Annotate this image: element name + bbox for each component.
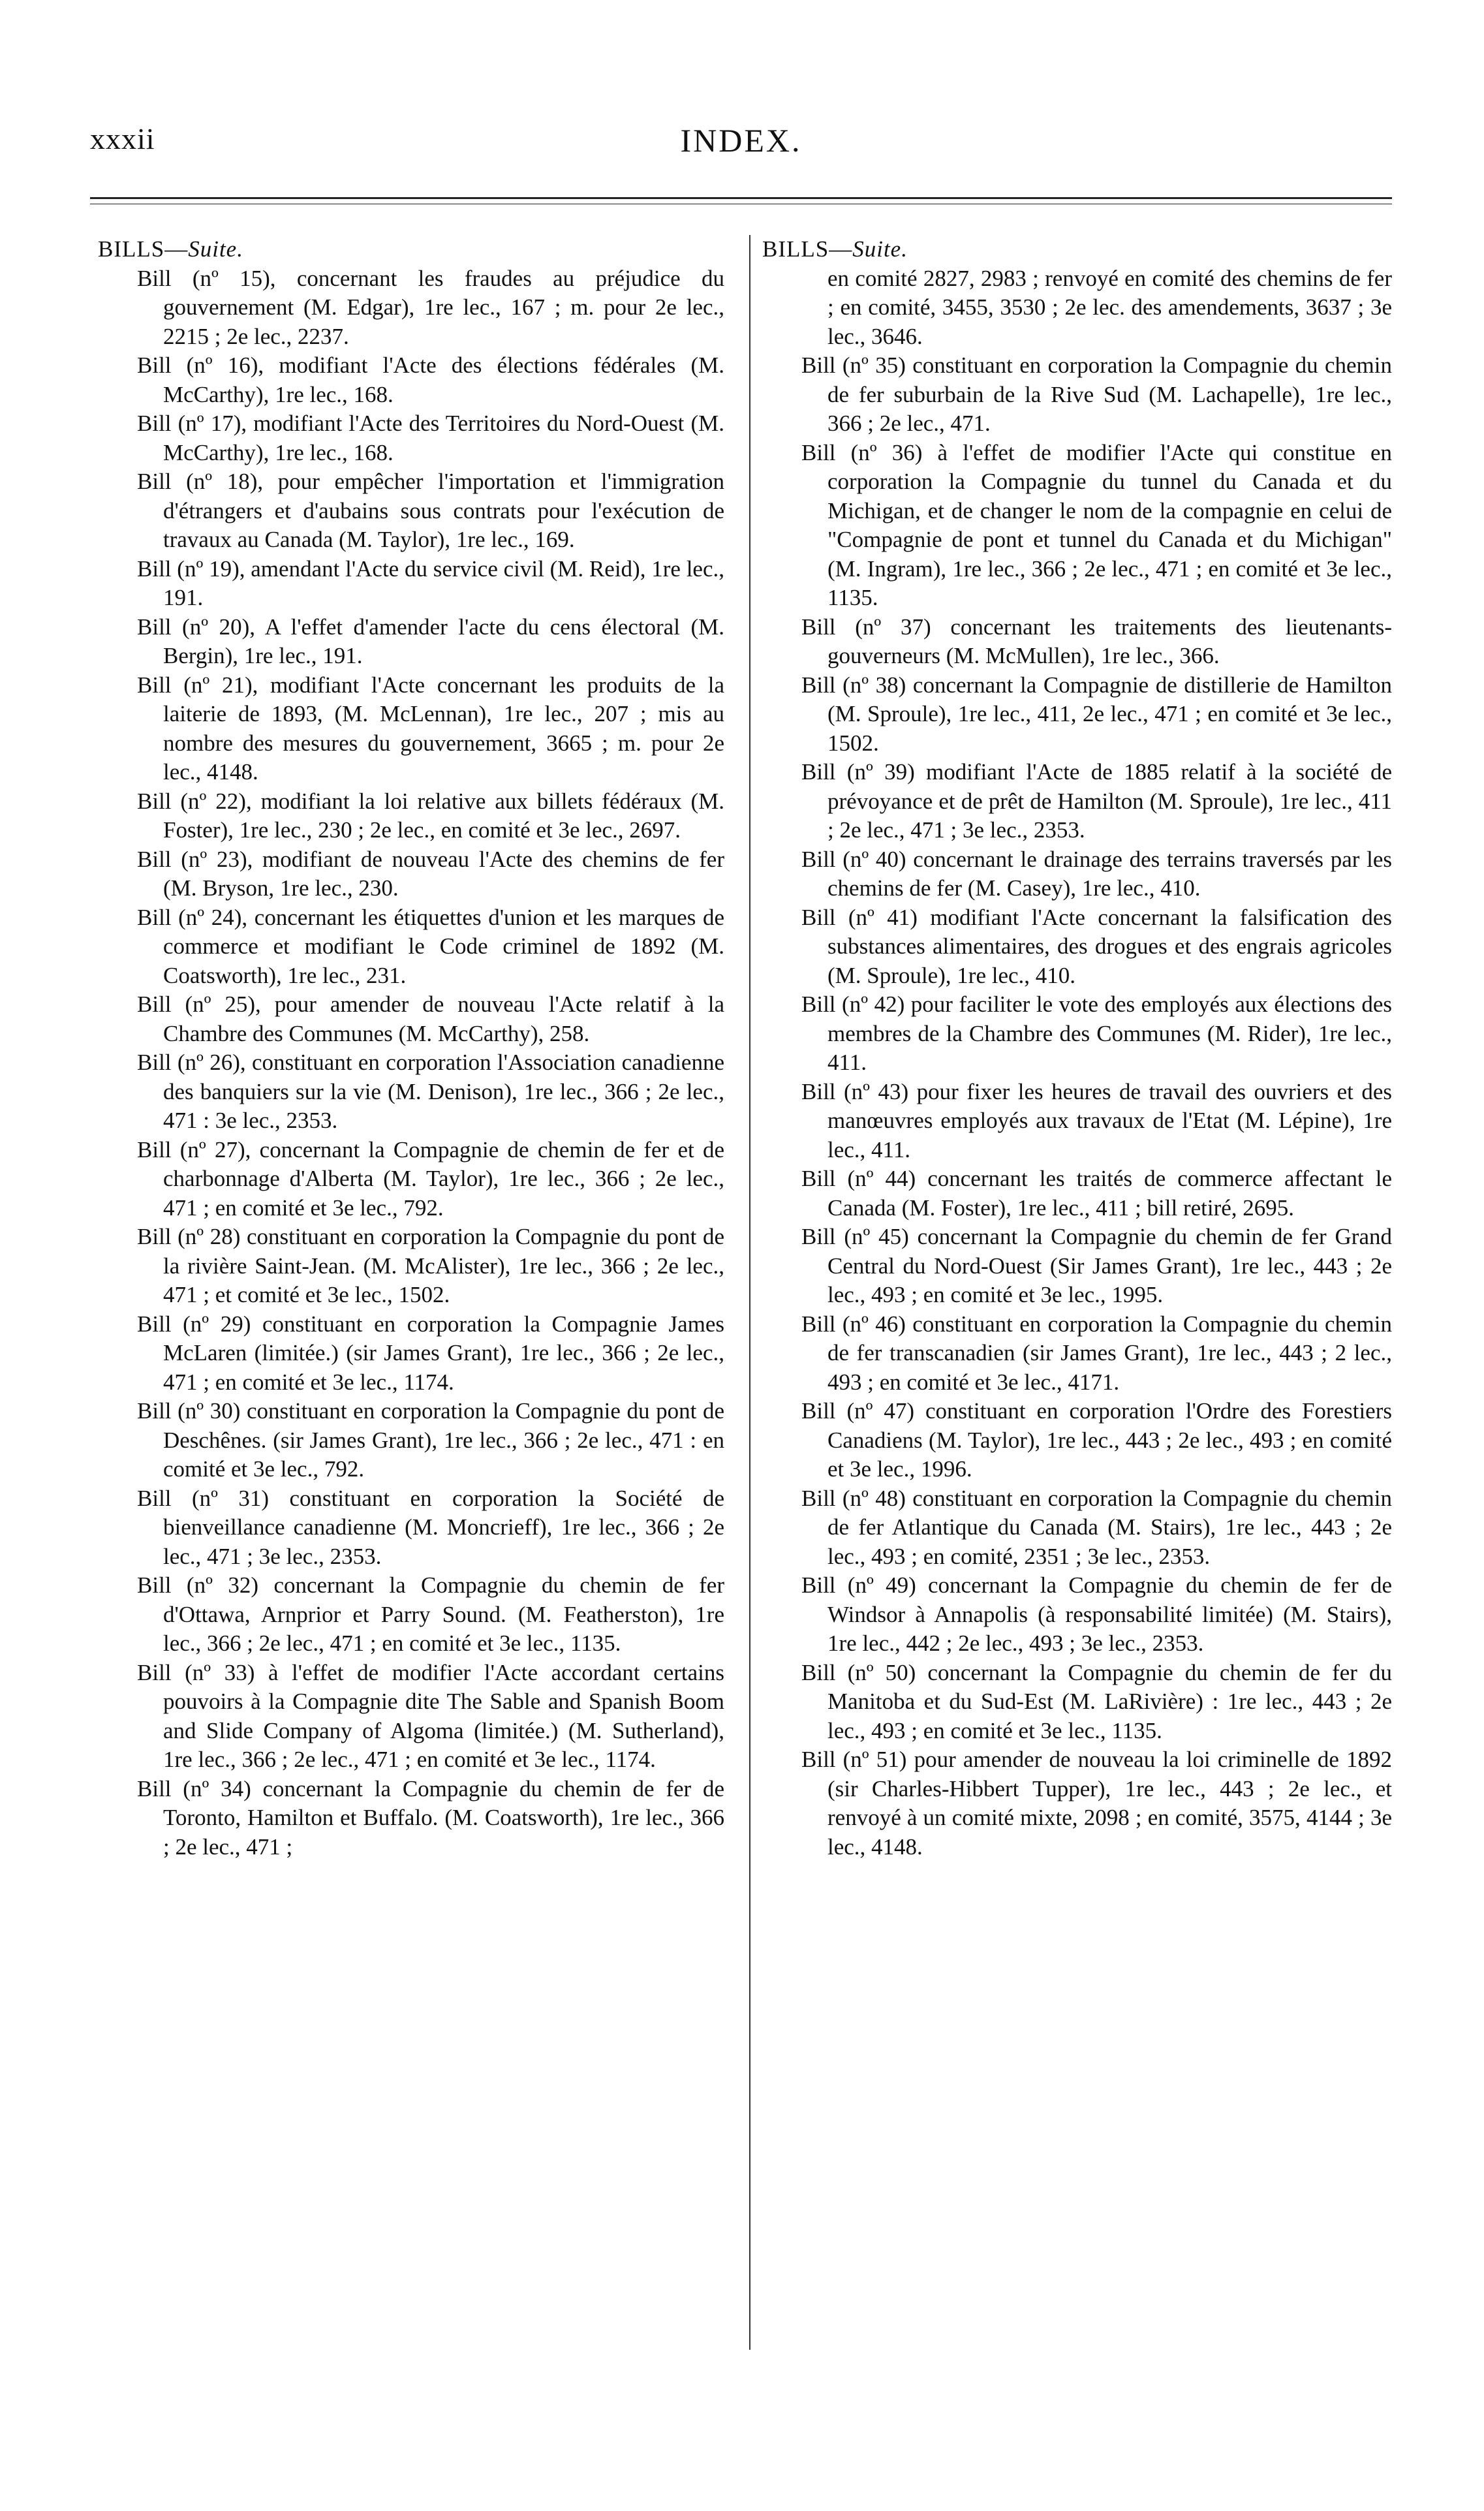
header-rule xyxy=(90,197,1392,199)
index-entry: Bill (nº 34) concernant la Compagnie du chemin de fer de Toronto, Hamilton et Buffalo. (M. Coatsworth), 1re lec., 366 ; 2e lec., 471 ; xyxy=(137,1775,724,1860)
index-entry: Bill (nº 21), modifiant l'Acte concernant les produits de la laiterie de 1893, (M. McLennan), 1re lec., 207 ; mis au nombre des mesures du gouvernement, 3665 ; m. pour 2e lec., 4148. xyxy=(137,672,724,785)
index-columns xyxy=(90,235,1392,2428)
index-entry: Bill (nº 40) concernant le drainage des terrains traversés par les chemins de fer (M. Casey), 1re lec., 410. xyxy=(801,846,1392,901)
index-entry: Bill (nº 16), modifiant l'Acte des élections fédérales (M. McCarthy), 1re lec., 168. xyxy=(137,352,724,407)
page-number: xxxii xyxy=(90,122,155,155)
section-heading xyxy=(762,235,1392,264)
index-entry: Bill (nº 31) constituant en corporation la Société de bienveillance canadienne (M. Moncrieff), 1re lec., 366 ; 2e lec., 471 ; 3e lec., 2353. xyxy=(137,1485,724,1569)
index-entry: Bill (nº 19), amendant l'Acte du service civil (M. Reid), 1re lec., 191. xyxy=(137,555,724,610)
index-entry: Bill (nº 45) concernant la Compagnie du chemin de fer Grand Central du Nord-Ouest (Sir James Grant), 1re lec., 443 ; 2e lec., 493 ; en comité et 3e lec., 1995. xyxy=(801,1224,1392,1307)
index-entry: Bill (nº 49) concernant la Compagnie du chemin de fer de Windsor à Annapolis (à responsabilité limitée) (M. Stairs), 1re lec., 442 ; 2e lec., 493 ; 3e lec., 2353. xyxy=(801,1572,1392,1656)
index-entry: Bill (nº 39) modifiant l'Acte de 1885 relatif à la société de prévoyance et de prêt de Hamilton (M. Sproule), 1re lec., 411 ; 2e lec., 471 ; 3e lec., 2353. xyxy=(801,759,1392,843)
section-heading xyxy=(98,235,724,264)
index-entry: Bill (nº 33) à l'effet de modifier l'Acte accordant certains pouvoirs à la Compagnie dite The Sable and Spanish Boom and Slide Company of Algoma (limitée.) (M. Sutherland), 1re lec., 366 ; 2e lec., 471 ; en comité et 3e lec., 1174. xyxy=(137,1659,724,1772)
left-column xyxy=(98,235,724,1862)
index-entry: Bill (nº 50) concernant la Compagnie du chemin de fer du Manitoba et du Sud-Est (M. LaRivière) : 1re lec., 443 ; 2e lec., 493 ; en comité et 3e lec., 1135. xyxy=(801,1659,1392,1743)
index-entry: Bill (nº 35) constituant en corporation la Compagnie du chemin de fer suburbain de la Rive Sud (M. Lachapelle), 1re lec., 366 ; 2e lec., 471. xyxy=(801,352,1392,436)
index-entry: Bill (nº 38) concernant la Compagnie de distillerie de Hamilton (M. Sproule), 1re lec., 411, 2e lec., 471 ; en comité et 3e lec., 1502. xyxy=(801,672,1392,756)
index-entry: Bill (nº 37) concernant les traitements des lieutenants-gouverneurs (M. McMullen), 1re lec., 366. xyxy=(801,614,1392,668)
index-entry: Bill (nº 24), concernant les étiquettes d'union et les marques de commerce et modifiant le Code criminel de 1892 (M. Coatsworth), 1re lec., 231. xyxy=(137,904,724,988)
column-divider xyxy=(749,235,750,2350)
section-heading-suite: Suite. xyxy=(852,236,908,262)
section-heading-label: BILLS— xyxy=(762,236,853,262)
index-entry: Bill (nº 41) modifiant l'Acte concernant la falsification des substances alimentaires, des drogues et des engrais agricoles (M. Sproule), 1re lec., 410. xyxy=(801,904,1392,988)
index-entry: Bill (nº 43) pour fixer les heures de travail des ouvriers et des manœuvres employés aux travaux de l'Etat (M. Lépine), 1re lec., 411. xyxy=(801,1078,1392,1162)
page-title: INDEX. xyxy=(680,122,802,159)
right-column xyxy=(762,235,1392,1862)
index-entry: Bill (nº 44) concernant les traités de commerce affectant le Canada (M. Foster), 1re lec., 411 ; bill retiré, 2695. xyxy=(801,1166,1392,1221)
index-entry: Bill (nº 22), modifiant la loi relative aux billets fédéraux (M. Foster), 1re lec., 230 ; 2e lec., en comité et 3e lec., 2697. xyxy=(137,788,724,843)
index-entry: Bill (nº 23), modifiant de nouveau l'Acte des chemins de fer (M. Bryson, 1re lec., 230. xyxy=(137,846,724,901)
index-entry: Bill (nº 51) pour amender de nouveau la loi criminelle de 1892 (sir Charles-Hibbert Tupper), 1re lec., 443 ; 2e lec., et renvoyé à un comité mixte, 2098 ; en comité, 3575, 4144 ; 3e lec., 4148. xyxy=(801,1747,1392,1860)
index-entry: Bill (nº 18), pour empêcher l'importation et l'immigration d'étrangers et d'aubains sous contrats pour l'exécution de travaux au Canada (M. Taylor), 1re lec., 169. xyxy=(137,469,724,552)
index-entry: Bill (nº 48) constituant en corporation la Compagnie du chemin de fer Atlantique du Canada (M. Stairs), 1re lec., 443 ; 2e lec., 493 ; en comité, 2351 ; 3e lec., 2353. xyxy=(801,1485,1392,1569)
index-entry: Bill (nº 46) constituant en corporation la Compagnie du chemin de fer transcanadien (sir James Grant), 1re lec., 443 ; 2 lec., 493 ; en comité et 3e lec., 4171. xyxy=(801,1311,1392,1395)
index-entry: Bill (nº 47) constituant en corporation l'Ordre des Forestiers Canadiens (M. Taylor), 1re lec., 443 ; 2e lec., 493 ; en comité et 3e lec., 1996. xyxy=(801,1398,1392,1482)
index-entry: Bill (nº 30) constituant en corporation la Compagnie du pont de Deschênes. (sir James Grant), 1re lec., 366 ; 2e lec., 471 : en comité et 3e lec., 792. xyxy=(137,1398,724,1482)
page-header xyxy=(90,121,1392,167)
index-entry: Bill (nº 15), concernant les fraudes au préjudice du gouvernement (M. Edgar), 1re lec., 167 ; m. pour 2e lec., 2215 ; 2e lec., 2237. xyxy=(137,265,724,349)
index-entry: Bill (nº 29) constituant en corporation la Compagnie James McLaren (limitée.) (sir James Grant), 1re lec., 366 ; 2e lec., 471 ; en comité et 3e lec., 1174. xyxy=(137,1311,724,1395)
index-entry: Bill (nº 17), modifiant l'Acte des Territoires du Nord-Ouest (M. McCarthy), 1re lec., 168. xyxy=(137,411,724,465)
index-entry: Bill (nº 26), constituant en corporation l'Association canadienne des banquiers sur la vie (M. Denison), 1re lec., 366 ; 2e lec., 471 : 3e lec., 2353. xyxy=(137,1050,724,1133)
index-entry: Bill (nº 27), concernant la Compagnie de chemin de fer et de charbonnage d'Alberta (M. Taylor), 1re lec., 366 ; 2e lec., 471 ; en comité et 3e lec., 792. xyxy=(137,1136,724,1221)
section-heading-label: BILLS— xyxy=(98,236,189,262)
index-entry: Bill (nº 25), pour amender de nouveau l'Acte relatif à la Chambre des Communes (M. McCarthy), 258. xyxy=(137,991,724,1046)
index-entry: Bill (nº 36) à l'effet de modifier l'Acte qui constitue en corporation la Compagnie du tunnel du Canada et du Michigan, et de changer le nom de la compagnie en celui de "Compagnie de pont et tunnel du Canada et du Michigan" (M. Ingram), 1re lec., 366 ; 2e lec., 471 ; en comité et 3e lec., 1135. xyxy=(801,439,1392,610)
index-entry: Bill (nº 20), A l'effet d'amender l'acte du cens électoral (M. Bergin), 1re lec., 191. xyxy=(137,614,724,668)
index-entry: Bill (nº 32) concernant la Compagnie du chemin de fer d'Ottawa, Arnprior et Parry Sound. (M. Featherston), 1re lec., 366 ; 2e lec., 471 ; en comité et 3e lec., 1135. xyxy=(137,1572,724,1656)
index-entry-continuation: en comité 2827, 2983 ; renvoyé en comité des chemins de fer ; en comité, 3455, 3530 ; 2e lec. des amendements, 3637 ; 3e lec., 3646. xyxy=(827,265,1392,349)
index-entry: Bill (nº 28) constituant en corporation la Compagnie du pont de la rivière Saint-Jean. (M. McAlister), 1re lec., 366 ; 2e lec., 471 ; et comité et 3e lec., 1502. xyxy=(137,1224,724,1307)
index-entry: Bill (nº 42) pour faciliter le vote des employés aux élections des membres de la Chambre des Communes (M. Rider), 1re lec., 411. xyxy=(801,991,1392,1075)
section-heading-suite: Suite. xyxy=(188,236,243,262)
